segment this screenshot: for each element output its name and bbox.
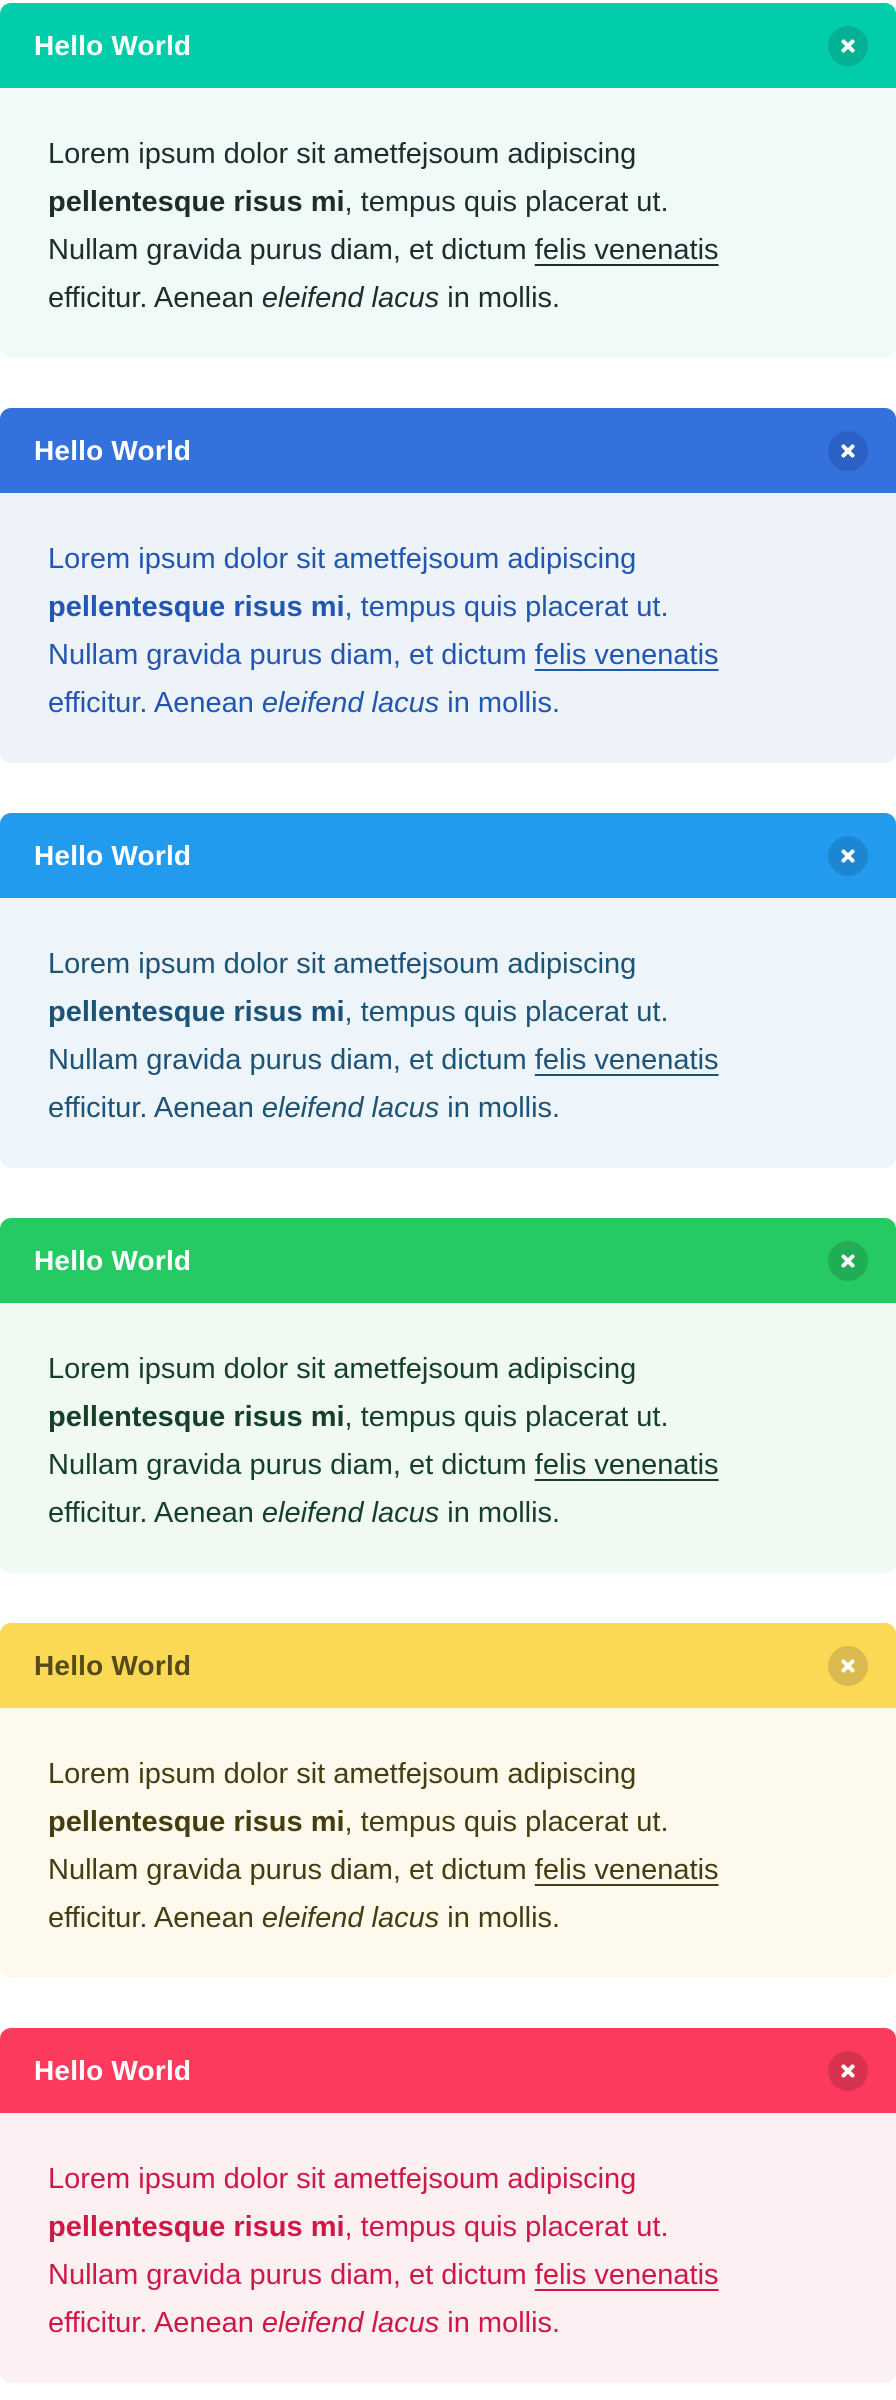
card-header: [0, 2028, 896, 2113]
x-icon: [839, 37, 857, 55]
text-run-italic: eleifend lacus: [261, 1497, 440, 1529]
card-title: Hello World: [34, 29, 192, 61]
close-button[interactable]: [828, 26, 868, 66]
card-title: Hello World: [34, 2054, 192, 2086]
text-run-italic: eleifend lacus: [261, 1902, 440, 1934]
text-run: Lorem ipsum dolor sit ametfejsoum adipiscing: [48, 1758, 637, 1790]
card-header: [0, 408, 896, 493]
card-header: [0, 813, 896, 898]
alert-card-green: [0, 1218, 896, 1573]
card-header: [0, 1218, 896, 1303]
text-run-bold: pellentesque risus mi: [48, 1806, 345, 1838]
alert-card-teal: [0, 3, 896, 358]
card-paragraph: [48, 130, 848, 322]
card-body: [0, 493, 896, 763]
close-button[interactable]: [828, 2051, 868, 2091]
alert-card-yellow: [0, 1623, 896, 1978]
text-run: , tempus quis placerat ut.: [344, 1806, 669, 1838]
text-run: efficitur. Aenean: [48, 282, 262, 314]
text-run: , tempus quis placerat ut.: [344, 996, 669, 1028]
text-run: Nullam gravida purus diam, et dictum: [48, 234, 535, 266]
x-icon: [839, 1252, 857, 1270]
x-icon: [839, 2062, 857, 2080]
text-run: in mollis.: [439, 282, 561, 314]
text-run-italic: eleifend lacus: [261, 1092, 440, 1124]
felis-venenatis-link[interactable]: felis venenatis: [534, 2259, 719, 2291]
text-run: Nullam gravida purus diam, et dictum: [48, 2259, 535, 2291]
text-run: in mollis.: [439, 1497, 561, 1529]
text-run: , tempus quis placerat ut.: [344, 1401, 669, 1433]
alert-card-royal-blue: [0, 408, 896, 763]
close-button[interactable]: [828, 1646, 868, 1686]
card-body: [0, 2113, 896, 2383]
card-body: [0, 88, 896, 358]
text-run-bold: pellentesque risus mi: [48, 2211, 345, 2243]
felis-venenatis-link[interactable]: felis venenatis: [534, 1449, 719, 1481]
text-run: efficitur. Aenean: [48, 1497, 262, 1529]
alert-card-sky-blue: [0, 813, 896, 1168]
card-paragraph: [48, 2155, 848, 2347]
text-run-bold: pellentesque risus mi: [48, 186, 345, 218]
x-icon: [839, 442, 857, 460]
felis-venenatis-link[interactable]: felis venenatis: [534, 1044, 719, 1076]
card-title: Hello World: [34, 839, 192, 871]
text-run: Nullam gravida purus diam, et dictum: [48, 1449, 535, 1481]
close-button[interactable]: [828, 836, 868, 876]
felis-venenatis-link[interactable]: felis venenatis: [534, 234, 719, 266]
card-body: [0, 1708, 896, 1978]
text-run: Lorem ipsum dolor sit ametfejsoum adipiscing: [48, 1353, 637, 1385]
text-run-bold: pellentesque risus mi: [48, 996, 345, 1028]
text-run: Lorem ipsum dolor sit ametfejsoum adipiscing: [48, 138, 637, 170]
text-run: Nullam gravida purus diam, et dictum: [48, 639, 535, 671]
text-run: Nullam gravida purus diam, et dictum: [48, 1044, 535, 1076]
text-run: , tempus quis placerat ut.: [344, 186, 669, 218]
alert-card-rose: [0, 2028, 896, 2383]
text-run-italic: eleifend lacus: [261, 282, 440, 314]
text-run: Nullam gravida purus diam, et dictum: [48, 1854, 535, 1886]
close-button[interactable]: [828, 431, 868, 471]
card-body: [0, 898, 896, 1168]
card-paragraph: [48, 1345, 848, 1537]
text-run: in mollis.: [439, 687, 561, 719]
card-header: [0, 3, 896, 88]
text-run: efficitur. Aenean: [48, 1092, 262, 1124]
card-body: [0, 1303, 896, 1573]
close-button[interactable]: [828, 1241, 868, 1281]
felis-venenatis-link[interactable]: felis venenatis: [534, 639, 719, 671]
text-run: Lorem ipsum dolor sit ametfejsoum adipiscing: [48, 543, 637, 575]
card-paragraph: [48, 940, 848, 1132]
card-paragraph: [48, 535, 848, 727]
felis-venenatis-link[interactable]: felis venenatis: [534, 1854, 719, 1886]
card-title: Hello World: [34, 1244, 192, 1276]
text-run: in mollis.: [439, 1902, 561, 1934]
card-paragraph: [48, 1750, 848, 1942]
text-run: Lorem ipsum dolor sit ametfejsoum adipiscing: [48, 2163, 637, 2195]
text-run-italic: eleifend lacus: [261, 687, 440, 719]
text-run: , tempus quis placerat ut.: [344, 2211, 669, 2243]
text-run: , tempus quis placerat ut.: [344, 591, 669, 623]
text-run-bold: pellentesque risus mi: [48, 1401, 345, 1433]
text-run: in mollis.: [439, 2307, 561, 2339]
text-run: Lorem ipsum dolor sit ametfejsoum adipiscing: [48, 948, 637, 980]
text-run-bold: pellentesque risus mi: [48, 591, 345, 623]
text-run: efficitur. Aenean: [48, 687, 262, 719]
text-run-italic: eleifend lacus: [261, 2307, 440, 2339]
text-run: efficitur. Aenean: [48, 1902, 262, 1934]
text-run: efficitur. Aenean: [48, 2307, 262, 2339]
card-title: Hello World: [34, 434, 192, 466]
card-header: [0, 1623, 896, 1708]
x-icon: [839, 1657, 857, 1675]
card-title: Hello World: [34, 1649, 192, 1681]
text-run: in mollis.: [439, 1092, 561, 1124]
x-icon: [839, 847, 857, 865]
